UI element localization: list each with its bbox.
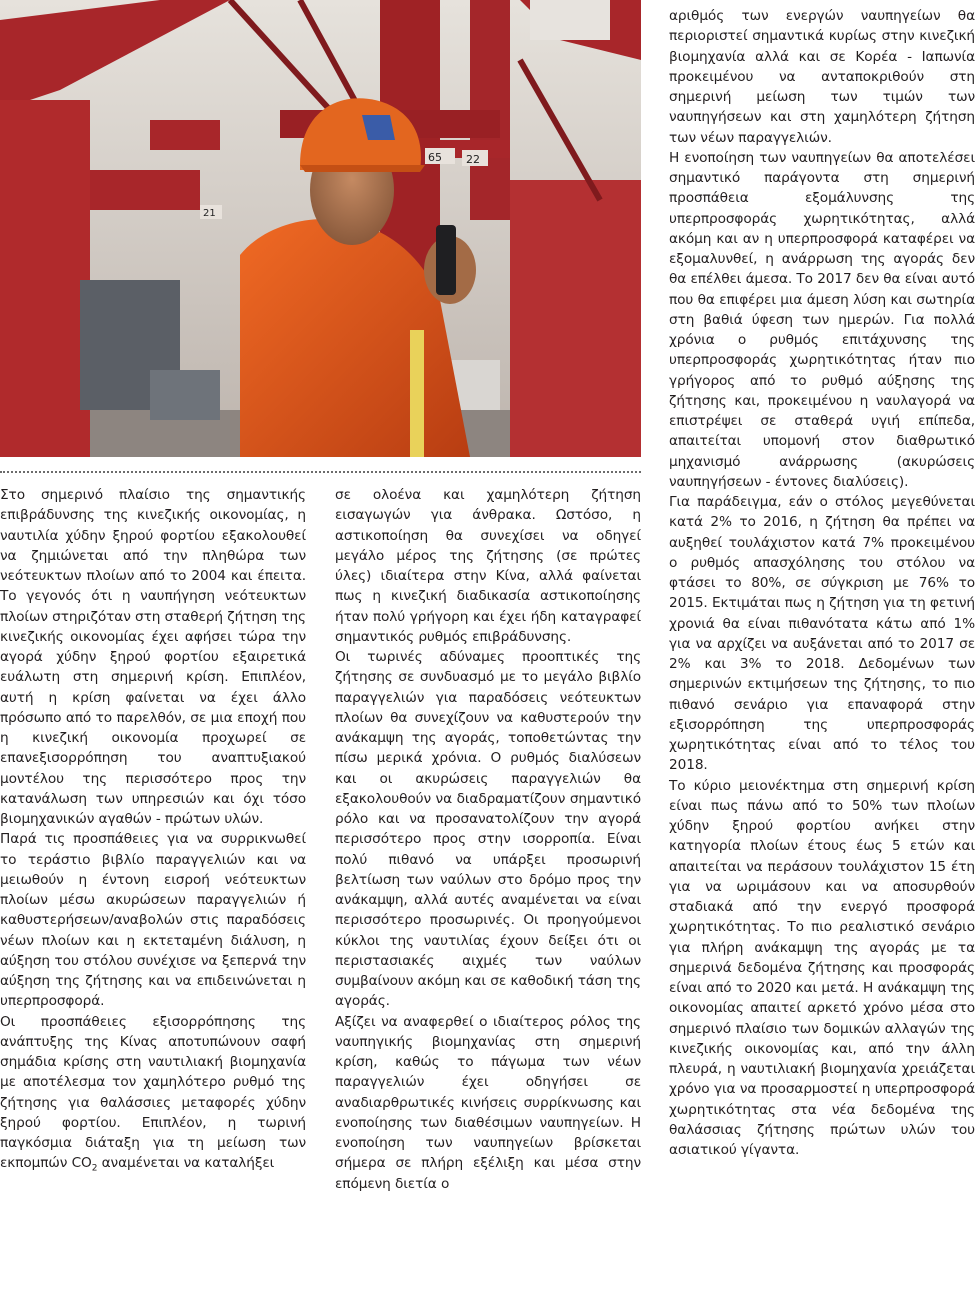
paragraph: Οι τωρινές αδύναμες προοπτικές της ζήτησης σε συνδυασμό με το μεγάλο βιβλίο παραγγελιών για παραδόσεις νεότευκτων πλοίων θα συνεχίζουν να καθυστερούν την ανάκαμψη της αγοράς, τοποθετώντας την πίσω μερικά χρόνια. Ο ρυθμός διαλύσεων και οι ακυρώσεις παραγγελιών θα εξακολουθούν να διαδραματίζουν σημαντικό ρόλο και να προσανατολίζουν την αγορά περισσότερο προς στην ισορροπία. Είναι πολύ πιθανό να υπάρξει προσωρινή βελτίωση των ναύλων στο δρόμο προς την ανάκαμψη, αλλά αυτές αναμένεται να είναι περισσότερο προσωρινές. Οι προηγούμενοι κύκλοι της ναυτιλίας έχουν δείξει ότι οι περιστασιακές αιχμές των ναύλων συμβαίνουν ακόμη και σε καθοδική τάση της αγοράς. xyxy=(335,649,641,1010)
paragraph: Αξίζει να αναφερθεί ο ιδιαίτερος ρόλος της ναυπηγικής βιομηχανίας στη σημερινή κρίση, καθώς το πάγωμα των νέων παραγγελιών έχει οδηγήσει σε αναδιαρθρωτικές κινήσεις συρρίκνωσης και ενοποίησης των διαθέσιμων ναυπηγείων. Η ενοποίηση των ναυπηγείων βρίσκεται σήμερα σε πλήρη εξέλιξη και μέσα στην επόμενη διετία ο xyxy=(335,1013,641,1192)
paragraph: αριθμός των ενεργών ναυπηγείων θα περιοριστεί σημαντικά κυρίως στην κινεζική βιομηχανία αλλά και σε Κορέα - Ιαπωνία προκειμένου να ανταποκριθούν στη σημερινή μείωση των τιμών των ναυπηγήσεων και στη χαμηλότερη ζήτηση των νέων παραγγελιών. xyxy=(669,8,975,146)
port-worker-photo xyxy=(0,0,641,457)
crane-number-65: 65 xyxy=(428,151,442,164)
paragraph: Για παράδειγμα, εάν ο στόλος μεγεθύνεται κατά 2% το 2016, η ζήτηση θα πρέπει να αυξηθεί τουλάχιστον κατά 7% προκειμένου ο ρυθμός απασχόλησης του στόλου να φτάσει το 80%, σε σύγκριση με 76% το 2015. Εκτιμάται πως η ζήτηση για τη φετινή χρονιά θα είναι πιθανότατα κάτω από 1% για να αρχίζει να αυξάνεται από το 2017 σε 2% και 3% το 2018. Δεδομένων των σημερινών εκτιμήσεων της ζήτησης, το πιο πιθανό σενάριο για επαναφορά στην εξισορρόπηση της υπερπροσφοράς χωρητικότητας είναι από το τέλος του 2018. xyxy=(669,494,975,774)
crane-number-21: 21 xyxy=(203,208,216,219)
paragraph: Παρά τις προσπάθειες για να συρρικνωθεί το τεράστιο βιβλίο παραγγελιών και να μειωθούν η έντονη εισροή νεότευκτων πλοίων μέσω ακυρώσεων παραγγελιών ή καθυστερήσεων/αναβολών στις παραδόσεις νέων πλοίων και η εκτεταμένη διάλυση, η αύξηση του στόλου συνέχισε να ξεπερνά την αύξηση της ζήτησης και να επιδεινώνεται η υπερπροσφορά. xyxy=(0,831,306,1010)
article-column-2 xyxy=(335,485,641,1194)
paragraph: Στο σημερινό πλαίσιο της σημαντικής επιβράδυνσης της κινεζικής οικονομίας, η ναυτιλία χύδην ξηρού φορτίου εξακολουθεί να ζημιώνεται από την πληθώρα των νεότευκτων πλοίων από το 2004 και έπειτα. Το γεγονός ότι η ναυπήγηση νεότευκτων πλοίων στηριζόταν στη σταθερή ζήτηση της κινεζικής οικονομίας έχει αφήσει τώρα την αγορά χύδην ξηρού φορτίου εξαιρετικά ευάλωτη στη σημερινή κρίση. Επιπλέον, αυτή η κρίση φαίνεται να έχει άλλο πρόσωπο από το παρελθόν, σε μια εποχή που η κινεζική οικονομία προχωρεί σε επανεξισορρόπηση του αναπτυξιακού μοντέλου της περισσότερο προς την κατανάλωση των υπηρεσιών και όχι τόσο βιομηχανικών αγαθών - πρώτων υλών. xyxy=(0,487,306,827)
crane-number-22: 22 xyxy=(466,153,480,166)
dotted-divider xyxy=(0,471,641,473)
paragraph: Οι προσπάθειες εξισορρόπησης της ανάπτυξης της Κίνας αποτυπώνουν σαφή σημάδια κρίσης στη ναυτιλιακή βιομηχανία με αποτέλεσμα τον χαμηλότερο ρυθμό της ζήτησης για θαλάσσιες μεταφορές χύδην ξηρού φορτίου. Επιπλέον, η τωρινή παγκόσμια διάταξη για τη μείωση των εκπομπών $CO_2$ αναμένεται να καταλήξει xyxy=(0,1013,306,1174)
article-column-1 xyxy=(0,485,306,1174)
article-photo xyxy=(0,0,641,457)
article-column-3 xyxy=(669,6,975,1160)
paragraph: Το κύριο μειονέκτημα στη σημερινή κρίση είναι πως πάνω από το 50% των πλοίων χύδην ξηρού φορτίου ανήκει στην κατηγορία πλοίων έτους έως 5 ετών και απαιτείται να περάσουν τουλάχιστον 15 έτη για να ωριμάσουν και να αποσυρθούν σταδιακά από την ενεργό προσφορά χωρητικότητας. Το πιο ρεαλιστικό σενάριο για πλήρη ανάκαμψη της αγοράς με τα σημερινά δεδομένα ζήτησης και προσφοράς είναι από το 2020 και μετά. Η ανάκαμψη της οικονομίας απαιτεί αρκετό χρόνο μέσα στο σημερινό πλαίσιο των δομικών αλλαγών της κινεζικής οικονομίας και, από την άλλη πλευρά, η ναυτιλιακή βιομηχανία χρειάζεται χρόνο για να προσαρμοστεί η υπερπροσφορά χωρητικότητας στα νέα δεδομένα της θαλάσσιας ζήτησης πρώτων υλών του ασιατικού γίγαντα. xyxy=(669,777,975,1158)
paragraph: Η ενοποίηση των ναυπηγείων θα αποτελέσει σημαντικό παράγοντα στη σημερινή προσπάθεια εξομάλυνσης της υπερπροσφοράς χωρητικότητας, αλλά ακόμη και αν η υπερπροσφορά καταφέρει να εξομαλυνθεί, η ανάρρωση της αγοράς δεν θα επέλθει άμεσα. Το 2017 δεν θα είναι αυτό που θα επιφέρει μια άμεση λύση και σωτηρία στη βαθιά ύφεση των ημερών. Για πολλά χρόνια ο ρυθμός επιτάχυνσης της υπερπροσφοράς χωρητικότητας ήταν πιο γρήγορος από το ρυθμό αύξησης της ζήτησης και, προκειμένου η ναυλαγορά να επιστρέψει σε σταθερά υγιή επίπεδα, απαιτείται υπομονή στον διαθρωτικό μηχανισμό ανάρρωσης (ακυρώσεις ναυπηγήσεων - έντονες διαλύσεις). xyxy=(669,149,975,490)
subscript-2: 2 xyxy=(91,1163,98,1174)
radio-icon xyxy=(436,225,456,295)
paragraph: σε ολοένα και χαμηλότερη ζήτηση εισαγωγών για άνθρακα. Ωστόσο, η αστικοποίηση θα συνεχίσει να οδηγεί μεγάλο μέρος της ζήτησης (σε πρώτες ύλες) ιδιαίτερα στην Κίνα, αλλά φαίνεται πως η κινεζική διαδικασία αστικοποίησης ήταν πολύ γρήγορη και έχει ήδη καταγραφεί σημαντικός ρυθμός επιβράδυνσης. xyxy=(335,487,641,645)
